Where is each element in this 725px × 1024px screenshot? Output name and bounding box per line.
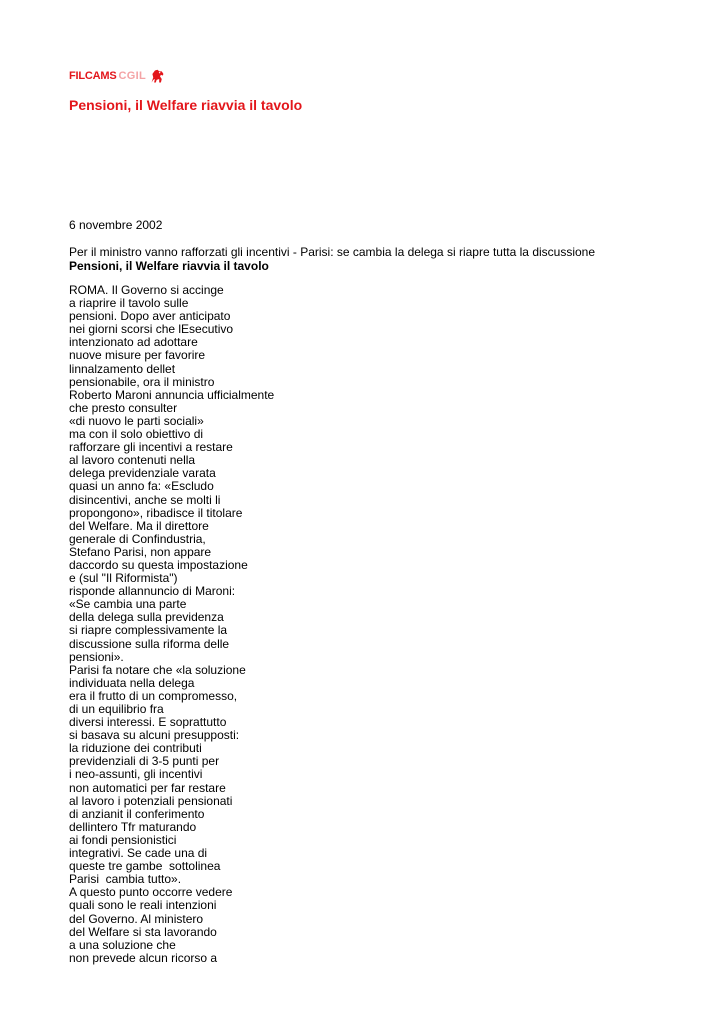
body-line: la riduzione dei contributi	[69, 741, 202, 756]
body-line: era il frutto di un compromesso,	[69, 688, 238, 703]
body-line: intenzionato ad adottare	[69, 335, 198, 350]
body-line: e (sul "Il Riformista")	[69, 571, 178, 586]
body-line: Roberto Maroni annuncia ufficialmente	[69, 387, 275, 402]
article-date: 6 novembre 2002	[69, 218, 163, 232]
body-line: pensioni. Dopo aver anticipato	[69, 309, 231, 324]
body-line: propongono», ribadisce il titolare	[69, 505, 243, 520]
body-line: di un equilibrio fra	[69, 702, 164, 716]
body-line: «di nuovo le parti sociali»	[69, 413, 204, 428]
body-line: linnalzamento dellet	[69, 361, 176, 376]
body-line: a riaprire il tavolo sulle	[69, 296, 189, 311]
body-line: Parisi cambia tutto».	[69, 872, 182, 887]
page-title: Pensioni, il Welfare riavvia il tavolo	[69, 97, 303, 113]
logo-cgil-text: CGIL	[118, 70, 146, 82]
body-line: Parisi fa notare che «la soluzione	[69, 662, 246, 677]
body-line: ma con il solo obiettivo di	[69, 427, 204, 442]
body-line: rafforzare gli incentivi a restare	[69, 440, 233, 455]
body-line: i neo-assunti, gli incentivi	[69, 767, 203, 782]
horse-icon	[149, 68, 166, 85]
body-line: integrativi. Se cade una di	[69, 846, 208, 861]
body-line: si riapre complessivamente la	[69, 623, 228, 638]
logo-filcams-text: FILCAMS	[69, 70, 117, 82]
article-body	[69, 284, 274, 965]
body-line: a una soluzione che	[69, 937, 176, 952]
body-line: del Governo. Al ministero	[69, 911, 204, 926]
body-line: delega previdenziale varata	[69, 466, 216, 481]
body-line: «Se cambia una parte	[69, 597, 187, 612]
body-line: ai fondi pensionistici	[69, 832, 177, 847]
body-line: quasi un anno fa: «Escludo	[69, 479, 214, 494]
body-line: diversi interessi. E soprattutto	[69, 715, 227, 730]
body-line: nei giorni scorsi che lEsecutivo	[69, 322, 234, 337]
body-line: individuata nella delega	[69, 675, 195, 690]
body-line: del Welfare si sta lavorando	[69, 924, 217, 939]
body-line: al lavoro i potenziali pensionati	[69, 793, 233, 808]
filcams-cgil-logo	[69, 66, 166, 86]
article-subhead: Pensioni, il Welfare riavvia il tavolo	[69, 259, 269, 273]
body-line: pensionabile, ora il ministro	[69, 374, 215, 389]
body-line: del Welfare. Ma il direttore	[69, 518, 209, 533]
body-line: daccordo su questa impostazione	[69, 557, 248, 572]
article-subtitle: Per il ministro vanno rafforzati gli incentivi - Parisi: se cambia la delega si riapre tutta la discussione	[69, 245, 596, 259]
body-line: non automatici per far restare	[69, 780, 226, 795]
body-line: dellintero Tfr maturando	[69, 819, 197, 834]
body-line: ROMA. Il Governo si accinge	[69, 283, 224, 297]
body-line: nuove misure per favorire	[69, 348, 206, 363]
body-line: A questo punto occorre vedere	[69, 885, 233, 900]
body-line: si basava su alcuni presupposti:	[69, 728, 240, 743]
body-line: della delega sulla previdenza	[69, 610, 224, 625]
body-line: non prevede alcun ricorso a	[69, 950, 218, 965]
body-line: che presto consulter	[69, 400, 178, 415]
body-line: risponde allannuncio di Maroni:	[69, 584, 236, 599]
body-line: di anzianit il conferimento	[69, 806, 205, 821]
body-line: al lavoro contenuti nella	[69, 453, 196, 468]
body-line: previdenziali di 3-5 punti per	[69, 754, 220, 769]
body-line: discussione sulla riforma delle	[69, 636, 230, 651]
body-line: pensioni».	[69, 649, 124, 664]
body-line: queste tre gambe sottolinea	[69, 859, 221, 874]
body-line: Stefano Parisi, non appare	[69, 544, 212, 559]
body-line: quali sono le reali intenzioni	[69, 898, 217, 913]
body-line: disincentivi, anche se molti li	[69, 492, 221, 507]
body-line: generale di Confindustria,	[69, 531, 206, 546]
